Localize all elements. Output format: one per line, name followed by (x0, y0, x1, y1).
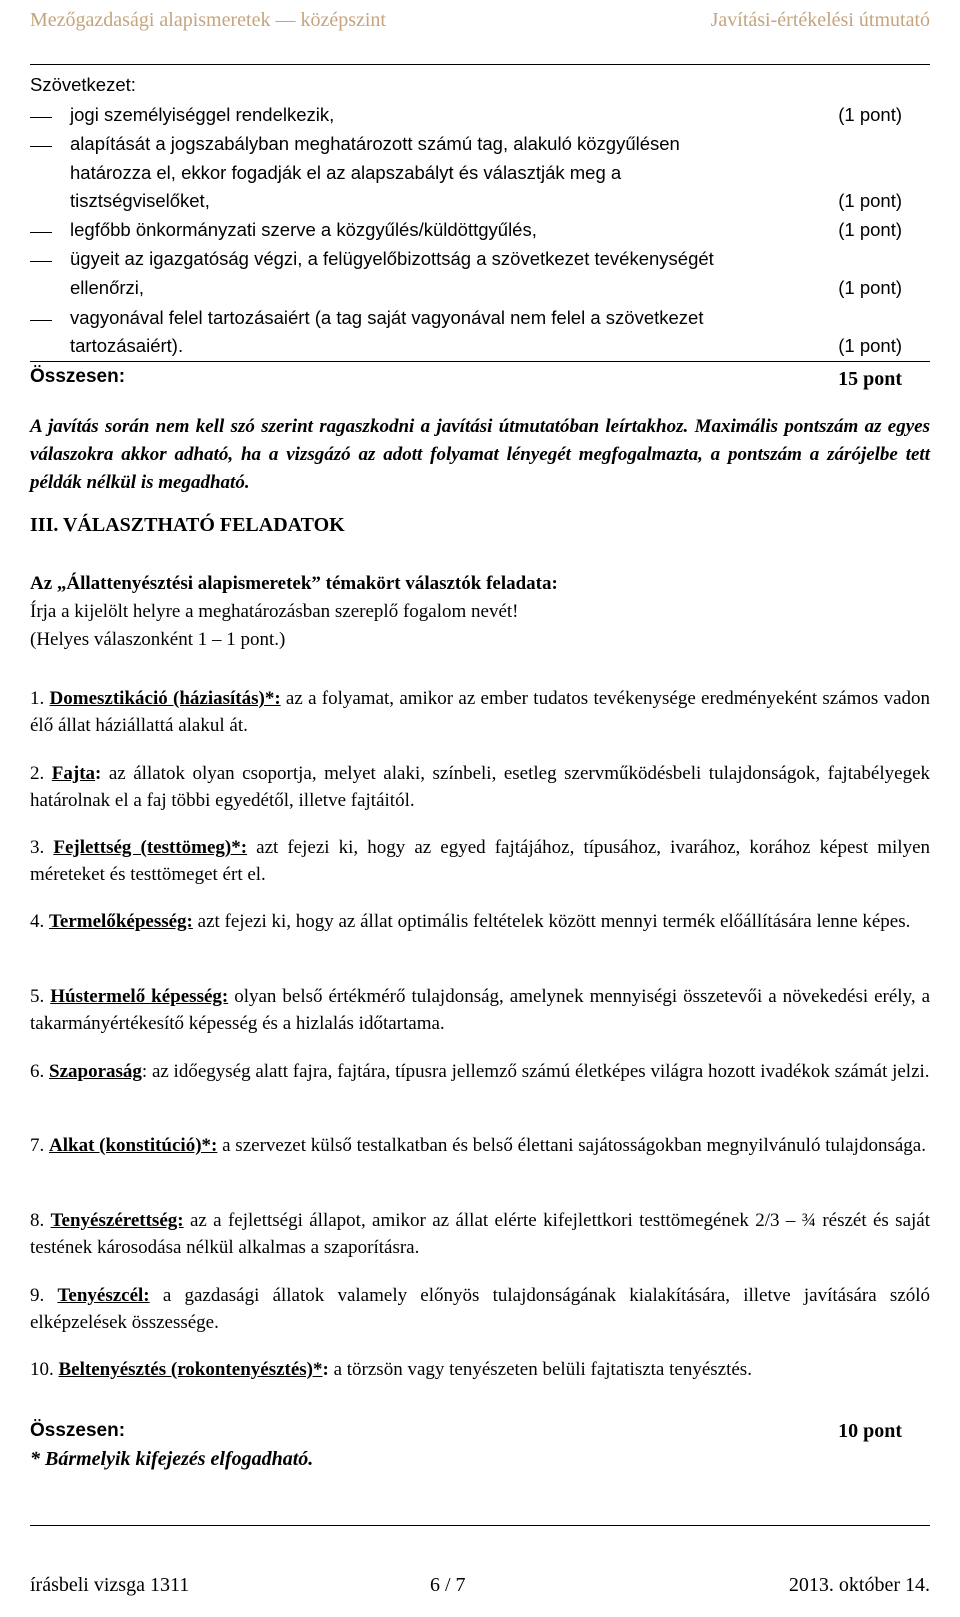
bullet-points: (1 pont) (838, 190, 902, 211)
item-text: az a fejlettségi állapot, amikor az állat elérte kifejlettkori testtömegének 2/3 – ¾ részét és saját testének károsodása nélkül alkalmas a szaporításra. (30, 1210, 931, 1258)
item-term: Tenyészérettség: (50, 1210, 184, 1231)
definition-item (30, 1356, 930, 1383)
bullet-text: alapítását a jogszabályban meghatározott számú tag, alakuló közgyűlésen (70, 133, 680, 154)
definition-item (30, 685, 930, 739)
task-scoring: (Helyes válaszonként 1 – 1 pont.) (30, 629, 286, 650)
total2-label: Összesen: (30, 1420, 126, 1441)
total-rule (30, 361, 930, 362)
item-number: 4. (30, 911, 45, 932)
footer-rule (30, 1525, 930, 1526)
item-text: a szervezet külső testalkatban és belső élettani sajátosságokban megnyilvánuló tulajdonsága. (217, 1135, 926, 1156)
header-subtitle: Javítási-értékelési útmutató (710, 9, 930, 31)
item-term: Szaporaság (49, 1061, 142, 1082)
item-term: Beltenyésztés (rokontenyésztés)* (58, 1359, 323, 1380)
footer-date: 2013. október 14. (788, 1574, 930, 1596)
bullet-text: ellenőrzi, (70, 277, 145, 298)
item-number: 7. (30, 1135, 45, 1156)
item-number: 2. (30, 763, 45, 784)
task-instruction: Írja a kijelölt helyre a meghatározásban szereplő fogalom nevét! (30, 601, 519, 622)
bullet-points: (1 pont) (838, 219, 902, 240)
definition-item (30, 983, 930, 1037)
item-term: Alkat (konstitúció)*: (49, 1135, 218, 1156)
definition-item (30, 1207, 930, 1261)
bullet-text: vagyonával felel tartozásaiért (a tag saját vagyonával nem felel a szövetkezet (70, 307, 704, 328)
total2-value: 10 pont (838, 1420, 902, 1442)
item-number: 1. (30, 688, 45, 709)
item-text: azt fejezi ki, hogy az állat optimális feltételek között mennyi termék előállítására lenne képes. (192, 911, 911, 932)
page-number: 6 / 7 (430, 1574, 466, 1596)
bullet-dash (30, 146, 52, 147)
total-label: Összesen: (30, 366, 126, 387)
item-text: az a folyamat, amikor az ember tudatos tevékenysége eredményeként számos vadon élő állat háziállattá alakul át. (30, 688, 931, 736)
definition-item (30, 1282, 930, 1336)
item-text: az időegység alatt fajra, fajtára, típusra jellemző számú életképes világra hozott ivadékok számát jelzi. (147, 1061, 930, 1082)
header-title: Mezőgazdasági alapismeretek — középszint (30, 9, 386, 31)
bullet-points: (1 pont) (838, 335, 902, 356)
bullet-points: (1 pont) (838, 104, 902, 125)
definition-item (30, 760, 930, 814)
item-text: a törzsön vagy tenyészeten belüli fajtatiszta tenyésztés. (328, 1359, 752, 1380)
total-value: 15 pont (838, 368, 902, 390)
item-number: 6. (30, 1061, 45, 1082)
item-text: olyan belső értékmérő tulajdonság, amelynek mennyiségi összetevői a növekedési erély, a takarmányértékesítő képesség és a hizlalás időtartama. (30, 986, 931, 1034)
bullet-text: tartozásaiért). (70, 335, 184, 356)
item-term: Termelőképesség: (49, 911, 193, 932)
item-term: Domesztikáció (háziasítás)*: (49, 688, 281, 709)
item-term: Fejlettség (testtömeg)*: (53, 837, 248, 858)
bullet-text: legfőbb önkormányzati szerve a közgyűlés/küldöttgyűlés, (70, 219, 537, 240)
item-term: Fajta (51, 763, 96, 784)
bullet-dash (30, 117, 52, 118)
task-title: Az „Állattenyésztési alapismeretek” témakört választók feladata: (30, 573, 558, 594)
bullet-dash (30, 261, 52, 262)
bullet-points: (1 pont) (838, 277, 902, 298)
item-text: az állatok olyan csoportja, melyet alaki, színbeli, esetleg szervműködésbeli tulajdonságok, fajtabélyegek határolnak el a faj többi egyedétől, illetve fajtáitól. (30, 763, 930, 811)
item-number: 10. (30, 1359, 54, 1380)
item-number: 3. (30, 837, 45, 858)
item-colon: : (95, 763, 102, 784)
item-number: 9. (30, 1285, 45, 1306)
page-header (30, 0, 930, 40)
item-term: Tenyészcél: (57, 1285, 150, 1306)
grading-note: A javítás során nem kell szó szerint ragaszkodni a javítási útmutatóban leírtakhoz. Maximális pontszám az egyes válaszokra akkor adható, ha a vizsgázó az adott folyamat lényegét megfogalmazta, a pontszám a zárójelbe tett példák nélkül is megadható. (30, 416, 930, 493)
bullet-text: jogi személyiséggel rendelkezik, (70, 104, 335, 125)
item-text: azt fejezi ki, hogy az egyed fajtájához, típusához, ivarához, korához képest milyen méreteket és testtömeget ért el. (30, 837, 930, 885)
definition-item (30, 1132, 930, 1159)
definition-item (30, 908, 930, 935)
bullet-text: tisztségviselőket, (70, 190, 210, 211)
item-colon: : (141, 1061, 148, 1082)
footnote: * Bármelyik kifejezés elfogadható. (30, 1448, 314, 1470)
item-number: 8. (30, 1210, 45, 1231)
item-term: Hústermelő képesség: (50, 986, 229, 1007)
item-number: 5. (30, 986, 45, 1007)
cooperative-title: Szövetkezet: (30, 74, 136, 95)
definition-item (30, 834, 930, 888)
section-title: III. VÁLASZTHATÓ FELADATOK (30, 514, 345, 536)
header-rule (30, 64, 930, 65)
definition-item (30, 1058, 930, 1085)
bullet-text: határozza el, ekkor fogadják el az alapszabályt és választják meg a (70, 162, 622, 183)
item-colon: : (322, 1359, 329, 1380)
item-text: a gazdasági állatok valamely előnyös tulajdonságának kialakítására, illetve javítására szóló elképzelések összessége. (30, 1285, 931, 1333)
bullet-dash (30, 232, 52, 233)
bullet-dash (30, 320, 52, 321)
bullet-text: ügyeit az igazgatóság végzi, a felügyelőbizottság a szövetkezet tevékenységét (70, 248, 714, 269)
footer-exam-id: írásbeli vizsga 1311 (30, 1574, 190, 1596)
